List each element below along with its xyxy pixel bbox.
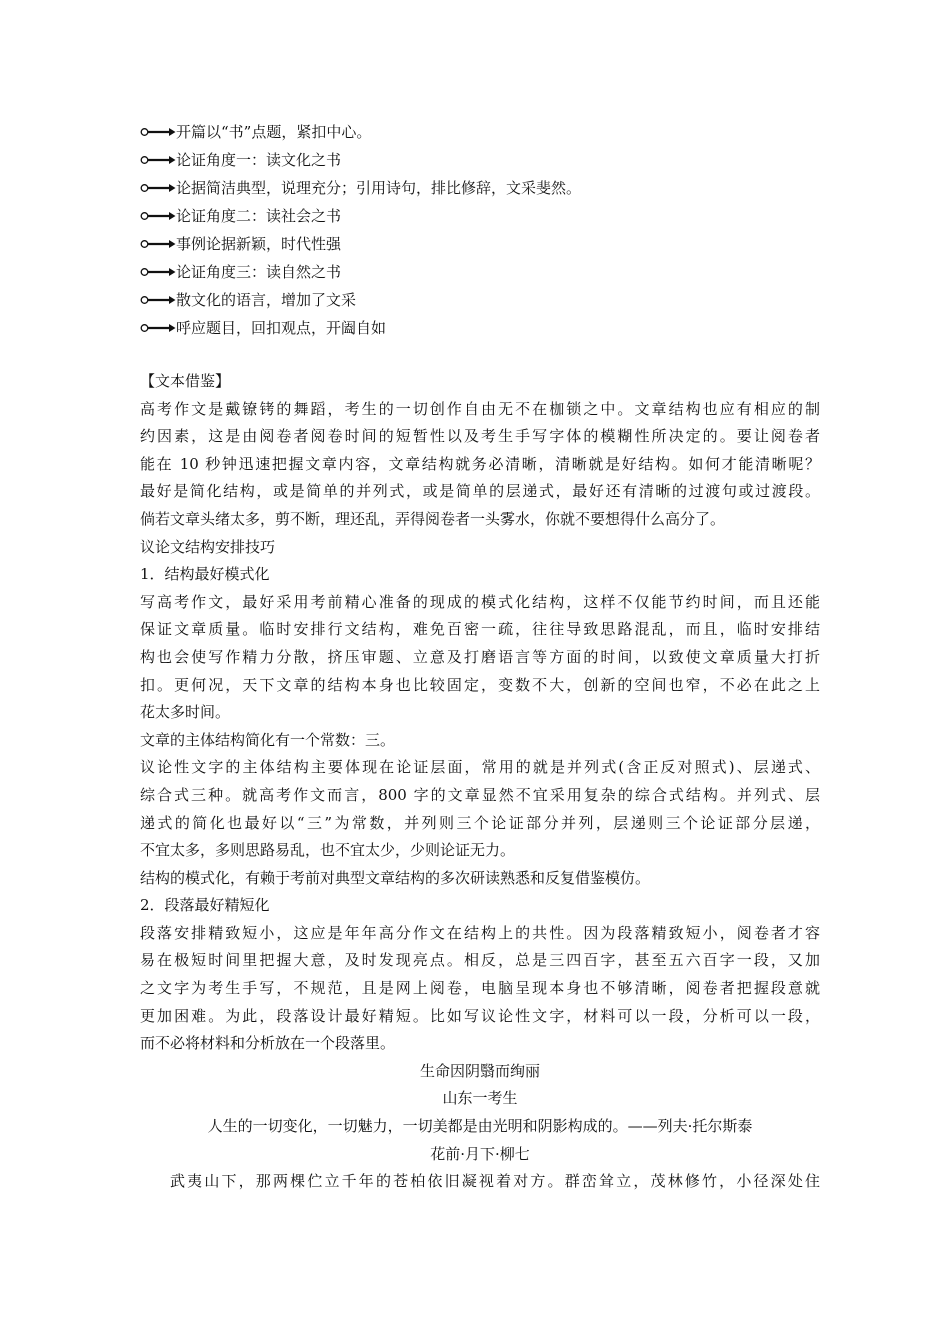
circle-arrow-icon [140,126,176,138]
outline-item-text: 事例论据新颖，时代性强 [176,235,342,253]
paragraph-line: 能在 10 秒钟迅速把握文章内容，文章结构就务必清晰，清晰就是好结构。如何才能清晰呢？ [140,454,820,473]
document-body [140,368,820,1196]
outline-item-text: 论证角度二：读社会之书 [176,207,342,225]
essay-author: 山东一考生 [442,1089,518,1108]
outline-list [140,118,820,342]
paragraph-line: 结构的模式化，有赖于考前对典型文章结构的多次研读熟悉和反复借鉴模仿。 [140,868,651,887]
outline-item [140,174,820,202]
essay-section-title: 花前·月下·柳七 [430,1144,530,1163]
section-heading: 【文本借鉴】 [140,372,231,390]
body-paragraph [140,920,820,1058]
outline-item [140,258,820,286]
paragraph-line: 倘若文章头绪太多，剪不断，理还乱，弄得阅卷者一头雾水，你就不要想得什么高分了。 [140,509,726,528]
paragraph-line: 最好是简化结构，或是简单的并列式，或是简单的层递式，最好还有清晰的过渡句或过渡段。 [140,482,820,501]
paragraph-line: 高考作文是戴镣铐的舞蹈，考生的一切创作自由无不在枷锁之中。文章结构也应有相应的制 [140,399,820,418]
essay-first-line: 武夷山下，那两棵伫立千年的苍柏依旧凝视着对方。群峦耸立，茂林修竹，小径深处住 [170,1172,820,1191]
paragraph-line: 易在极短时间里把握大意，及时发现亮点。相反，总是三四百字，甚至五六百字一段，又加 [140,951,820,970]
outline-item-text: 开篇以“书”点题，紧扣中心。 [176,123,372,141]
paragraph-line: 而不必将材料和分析放在一个段落里。 [140,1034,396,1053]
intro-paragraph [140,396,820,534]
circle-arrow-icon [140,182,176,194]
paragraph-line: 之文字为考生手写，不规范，且是网上阅卷，电脑呈现本身也不够清晰，阅卷者把握段意就 [140,979,820,998]
paragraph-line: 议论性文字的主体结构主要体现在论证层面，常用的就是并列式(含正反对照式)、层递式、 [140,758,820,777]
circle-arrow-icon [140,294,176,306]
outline-item-text: 论证角度三：读自然之书 [176,263,342,281]
outline-item-text: 呼应题目，回扣观点，开阖自如 [176,319,387,337]
paragraph-line: 递式的简化也最好以“三”为常数，并列则三个论证部分并列，层递则三个论证部分层递， [140,813,820,832]
outline-item-text: 论据简洁典型，说理充分；引用诗句，排比修辞，文采斐然。 [176,179,582,197]
outline-item-text: 散文化的语言，增加了文采 [176,291,357,309]
outline-item [140,118,820,146]
essay-title: 生命因阴翳而绚丽 [419,1061,540,1080]
circle-arrow-icon [140,266,176,278]
outline-item-text: 论证角度一：读文化之书 [176,151,342,169]
paragraph-line: 保证文章质量。临时安排行文结构，难免百密一疏，往往导致思路混乱，而且，临时安排结 [140,620,820,639]
numbered-heading: 1．结构最好模式化 [140,565,270,584]
circle-arrow-icon [140,210,176,222]
circle-arrow-icon [140,322,176,334]
paragraph-line: 写高考作文，最好采用考前精心准备的现成的模式化结构，这样不仅能节约时间，而且还能 [140,592,820,611]
body-paragraph [140,754,820,864]
body-paragraph [140,589,820,727]
essay-epigraph: 人生的一切变化，一切魅力，一切美都是由光明和阴影构成的。——列夫·托尔斯泰 [207,1117,753,1136]
paragraph-line: 更加困难。为此，段落设计最好精短。比如写议论性文字，材料可以一段，分析可以一段， [140,1006,820,1025]
paragraph-line: 约因素，这是由阅卷者阅卷时间的短暂性以及考生手写字体的模糊性所决定的。要让阅卷者 [140,427,820,446]
outline-item [140,286,820,314]
subtitle: 议论文结构安排技巧 [140,537,276,556]
paragraph-line: 构也会使写作精力分散，挤压审题、立意及打磨语言等方面的时间，以致使文章质量大打折 [140,647,820,666]
numbered-heading: 2．段落最好精短化 [140,896,270,915]
paragraph-line: 不宜太多，多则思路易乱，也不宜太少，少则论证无力。 [140,841,516,860]
paragraph-line: 文章的主体结构简化有一个常数：三。 [140,730,396,749]
circle-arrow-icon [140,238,176,250]
outline-item [140,230,820,258]
paragraph-line: 综合式三种。就高考作文而言，800 字的文章显然不宜采用复杂的综合式结构。并列式、层 [140,785,820,804]
outline-item [140,202,820,230]
paragraph-line: 花太多时间。 [140,703,231,722]
paragraph-line: 扣。更何况，天下文章的结构本身也比较固定，变数不大，创新的空间也窄，不必在此之上 [140,675,820,694]
circle-arrow-icon [140,154,176,166]
outline-item [140,314,820,342]
outline-item [140,146,820,174]
paragraph-line: 段落安排精致短小，这应是年年高分作文在结构上的共性。因为段落精致短小，阅卷者才容 [140,923,820,942]
